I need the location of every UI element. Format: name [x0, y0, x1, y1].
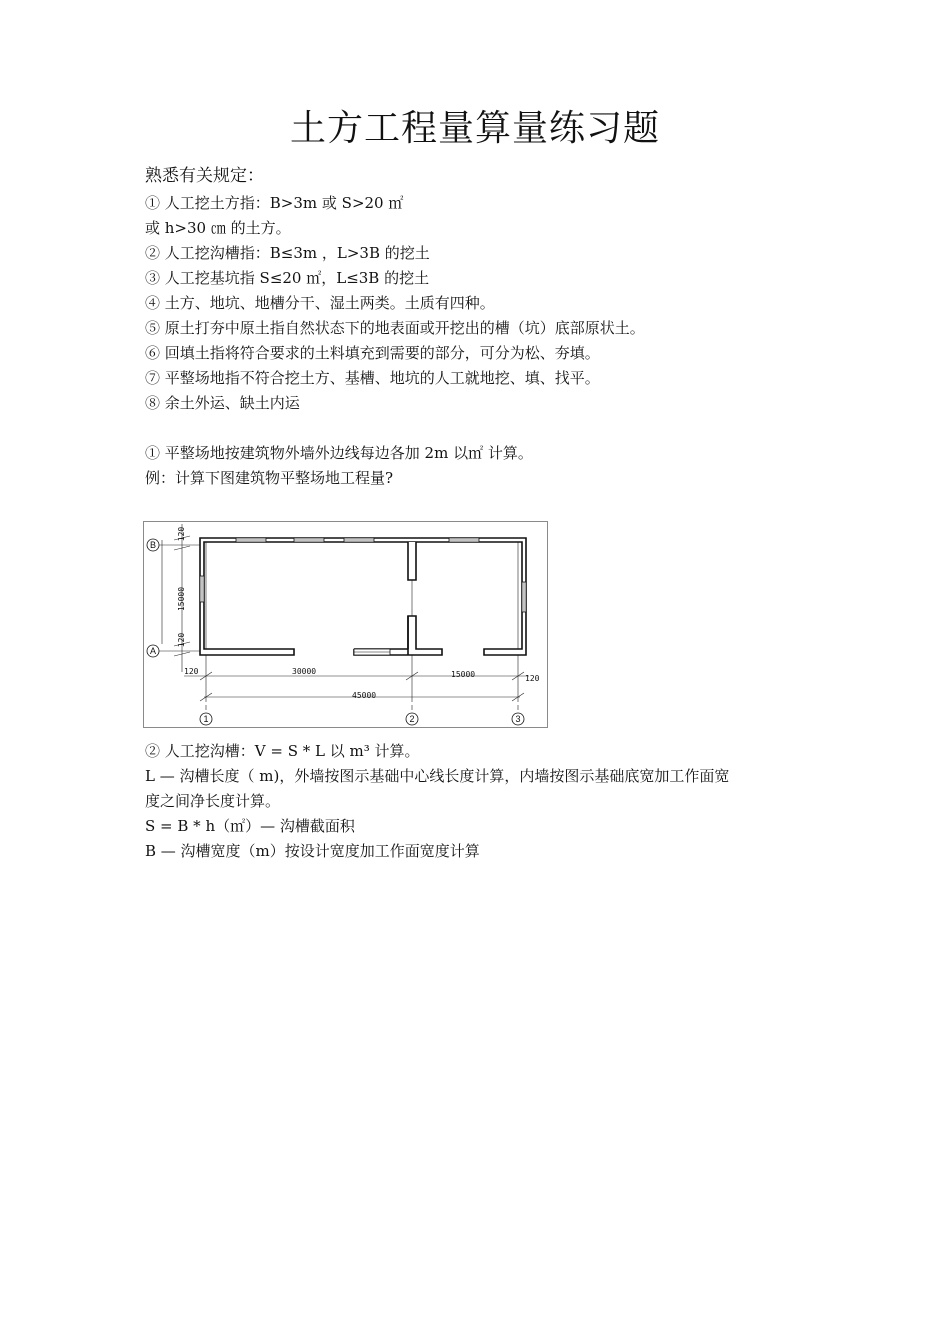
rule-5: ⑤ 原土打夯中原土指自然状态下的地表面或开挖出的槽（坑）底部原状土。	[145, 319, 645, 337]
section-1-heading: ① 平整场地按建筑物外墙外边线每边各加 2m 以㎡ 计算。	[145, 444, 533, 462]
rule-8: ⑧ 余土外运、缺土内运	[145, 394, 300, 412]
dim-span-15000: 15000	[451, 670, 476, 679]
dim-left-120: 120	[184, 667, 199, 676]
intro-heading: 熟悉有关规定：	[145, 166, 264, 186]
section-2-line-4: B — 沟槽宽度（m）按设计宽度加工作面宽度计算	[145, 842, 480, 860]
dim-right-120: 120	[525, 674, 540, 683]
section-2-line-2: 度之间净长度计算。	[145, 792, 281, 810]
floor-plan-drawing	[143, 521, 548, 728]
page-title: 土方工程量算量练习题	[289, 108, 660, 149]
rule-1: ① 人工挖土方指：B>3m 或 S>20 ㎡	[145, 194, 404, 212]
axis-label-a: A	[149, 646, 157, 656]
rule-6: ⑥ 回填土指将符合要求的土料填充到需要的部分，可分为松、夯填。	[145, 344, 600, 362]
example-question: 例：计算下图建筑物平整场地工程量?	[145, 469, 394, 487]
axis-label-1: 1	[203, 714, 209, 724]
rule-3: ③ 人工挖基坑指 S≤20 ㎡，L≤3B 的挖土	[145, 269, 430, 287]
axis-label-b: B	[149, 540, 157, 550]
rule-4: ④ 土方、地坑、地槽分干、湿土两类。土质有四种。	[145, 294, 495, 312]
dim-top-120: 120	[177, 526, 186, 542]
dim-total-45000: 45000	[352, 691, 377, 700]
rule-2: ② 人工挖沟槽指：B≤3m ，L>3B 的挖土	[145, 244, 430, 262]
axis-label-3: 3	[515, 714, 521, 724]
section-2-line-1: L — 沟槽长度（ m)，外墙按图示基础中心线长度计算，内墙按图示基础底宽加工作面宽	[145, 767, 730, 785]
rule-1-continued: 或 h>30 ㎝ 的土方。	[145, 219, 291, 237]
section-2-line-3: S = B * h（㎡）— 沟槽截面积	[145, 817, 355, 835]
axis-label-2: 2	[409, 714, 415, 724]
dim-span-30000: 30000	[292, 667, 317, 676]
dim-vertical-15000: 15000	[177, 586, 186, 612]
dim-bottom-120: 120	[177, 632, 186, 648]
rule-7: ⑦ 平整场地指不符合挖土方、基槽、地坑的人工就地挖、填、找平。	[145, 369, 600, 387]
section-2-heading: ② 人工挖沟槽：V = S * L 以 m³ 计算。	[145, 742, 420, 760]
